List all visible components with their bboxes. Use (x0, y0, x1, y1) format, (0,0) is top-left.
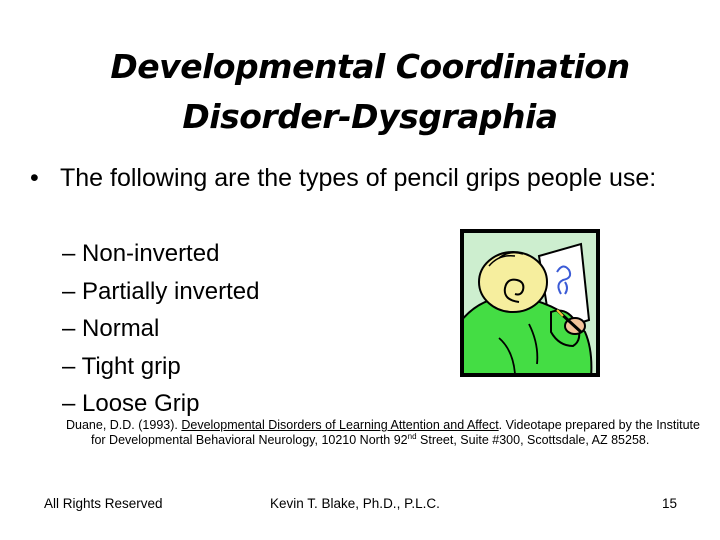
footer-author: Kevin T. Blake, Ph.D., P.L.C. (270, 496, 440, 511)
list-item: – Partially inverted (62, 277, 260, 305)
page-number: 15 (662, 496, 678, 511)
citation-part-3: Street, Suite #300, Scottsdale, AZ 85258. (416, 433, 650, 447)
citation-part-2: . Videotape prepared by the Institute for Developmental Behavioral Neurology, 10210 North 92 (91, 418, 700, 447)
citation-ordinal: nd (407, 431, 417, 441)
citation-text (66, 418, 706, 448)
bullet-dot: • (30, 164, 39, 192)
reference-citation (66, 418, 706, 448)
citation-book-title: Developmental Disorders of Learning Attention and Affect (181, 418, 499, 432)
writing-person-clipart (459, 228, 601, 378)
list-item: – Loose Grip (62, 390, 200, 417)
main-bullet (30, 163, 670, 193)
slide-title-line-2: Disorder-Dysgraphia (182, 97, 558, 136)
pencil-grip-list (62, 235, 259, 423)
citation-part-1: Duane, D.D. (1993). (66, 418, 182, 432)
footer-rights: All Rights Reserved (44, 496, 163, 511)
slide-title-line-1: Developmental Coordination (110, 47, 630, 86)
bullet-text: The following are the types of pencil grips people use: (60, 164, 657, 192)
slide-title (60, 42, 680, 142)
list-item: – Non-inverted (62, 240, 220, 267)
list-item: – Tight grip (62, 352, 181, 380)
list-item: – Normal (62, 315, 160, 342)
